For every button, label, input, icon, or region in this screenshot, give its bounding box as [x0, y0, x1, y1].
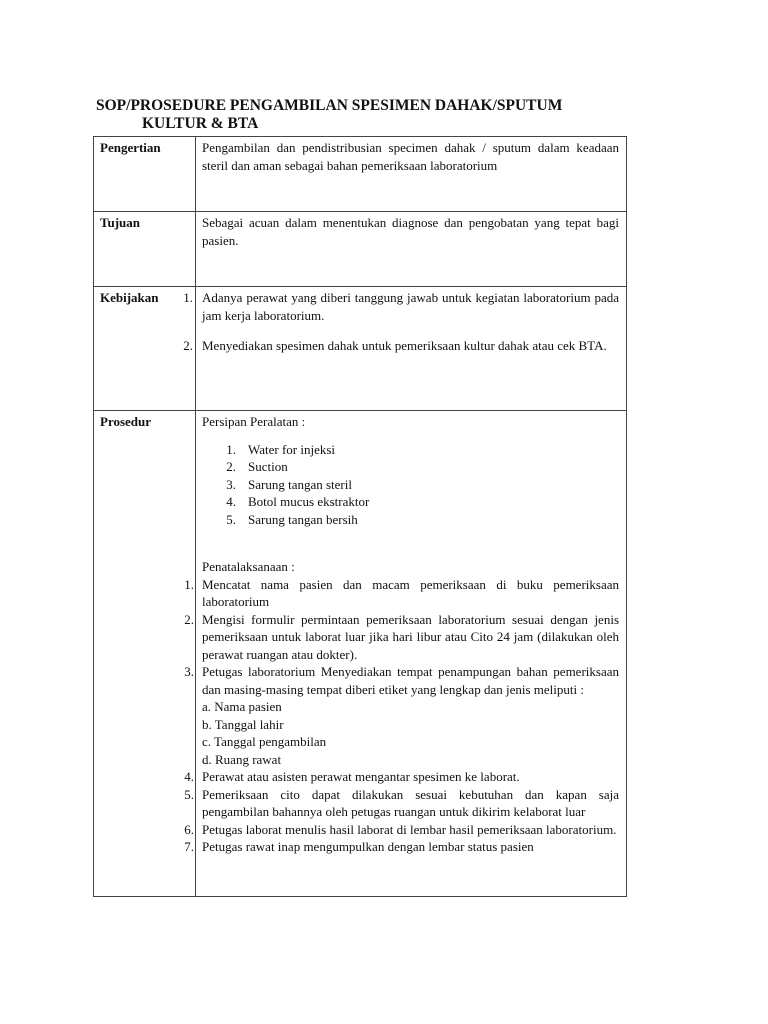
steps-list	[184, 576, 619, 699]
title-line-2: KULTUR & BTA	[142, 115, 259, 132]
row-pengertian	[94, 137, 627, 212]
sop-table	[93, 136, 627, 897]
list-item: b. Tanggal lahir	[202, 716, 284, 732]
equipment-heading: Persipan Peralatan :	[202, 414, 306, 429]
row-tujuan	[94, 212, 627, 287]
list-item: 5. Pemeriksaan cito dapat dilakukan sesuai kebutuhan dan kapan saja pengambilan bahannya oleh petugas ruangan untuk dikirim kelaborat luar	[184, 786, 619, 819]
list-item: 3. Petugas laboratorium Menyediakan tempat penampungan bahan pemeriksaan dan masing-masing tempat diberi etiket yang lengkap dan jenis meliputi :	[184, 664, 619, 697]
document-title	[96, 97, 636, 133]
list-item: 1. Mencatat nama pasien dan macam pemeriksaan di buku pemeriksaan laboratorium	[184, 576, 619, 609]
list-item: 2. Suction	[226, 459, 288, 474]
list-item: 2. Mengisi formulir permintaan pemeriksaan laboratorium sesuai dengan jenis pemeriksaan untuk laborat luar jika hari libur atau Cito 24 jam (dilakukan oleh perawat ruangan atau dokter).	[184, 611, 619, 662]
list-item: 7. Petugas rawat inap mengumpulkan dengan lembar status pasien	[184, 839, 534, 854]
prosedur-content	[184, 411, 627, 897]
list-item: a. Nama pasien	[202, 699, 282, 714]
steps-heading: Penatalaksanaan :	[202, 559, 295, 574]
list-item: 3. Sarung tangan steril	[226, 476, 352, 492]
label-tujuan: Tujuan	[94, 212, 196, 287]
list-item: 4. Perawat atau asisten perawat mengantar spesimen ke laborat.	[184, 769, 520, 784]
list-item: d. Ruang rawat	[202, 751, 282, 767]
text-pengertian: Pengambilan dan pendistribusian specimen dahak / sputum dalam keadaan steril dan aman sebagai bahan pemeriksaan laboratorium	[196, 137, 627, 212]
steps-list-continued	[184, 768, 619, 856]
label-prosedur: Prosedur	[94, 411, 196, 897]
label-pengertian: Pengertian	[94, 137, 196, 212]
text-tujuan: Sebagai acuan dalam menentukan diagnose dan pengobatan yang tepat bagi pasien.	[196, 212, 627, 287]
equipment-list	[202, 441, 619, 529]
list-item: 6. Petugas laborat menulis hasil laborat di lembar hasil pemeriksaan laboratorium.	[184, 821, 617, 837]
row-kebijakan	[94, 287, 627, 411]
kebijakan-item-2: Menyediakan spesimen dahak untuk pemeriksaan kultur dahak atau cek BTA.	[202, 338, 607, 353]
row-prosedur	[94, 411, 627, 897]
kebijakan-num-1: 1.	[183, 290, 193, 305]
kebijakan-list	[196, 287, 627, 411]
list-item: 5. Sarung tangan bersih	[226, 511, 358, 527]
list-item: c. Tanggal pengambilan	[202, 734, 327, 749]
kebijakan-num-2: 2.	[183, 338, 193, 353]
label-sublist	[202, 698, 619, 768]
list-item: 1. Water for injeksi	[226, 441, 336, 457]
list-item: 4. Botol mucus ekstraktor	[226, 494, 370, 509]
title-line-1: SOP/PROSEDURE PENGAMBILAN SPESIMEN DAHAK/SPUTUM	[96, 97, 563, 114]
label-kebijakan: Kebijakan 1. 2.	[94, 287, 196, 411]
kebijakan-item-1: Adanya perawat yang diberi tanggung jawab untuk kegiatan laboratorium pada jam kerja laboratorium.	[202, 290, 619, 323]
